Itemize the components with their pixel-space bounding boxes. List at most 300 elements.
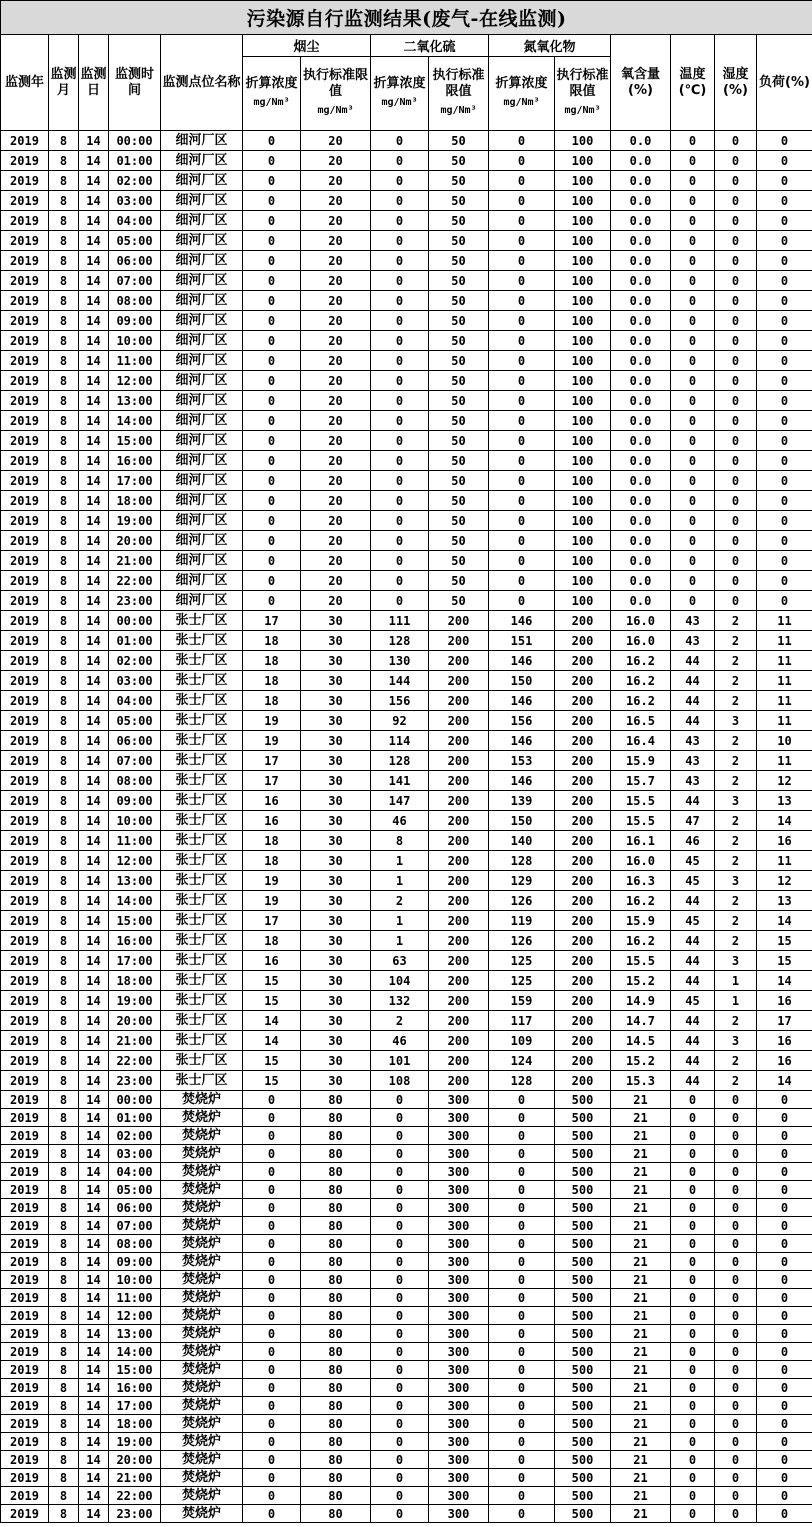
table-row bbox=[1, 1415, 812, 1433]
cell-temp: 0 bbox=[671, 211, 715, 231]
header-day: 监测日 bbox=[79, 35, 109, 131]
cell-load: 14 bbox=[757, 911, 812, 931]
cell-day: 14 bbox=[79, 571, 109, 591]
cell-year: 2019 bbox=[1, 551, 49, 571]
cell-month: 8 bbox=[49, 1163, 79, 1181]
cell-day: 14 bbox=[79, 171, 109, 191]
cell-o2: 0.0 bbox=[611, 591, 671, 611]
cell-dust-conc: 0 bbox=[243, 391, 301, 411]
cell-year: 2019 bbox=[1, 1379, 49, 1397]
cell-humidity: 2 bbox=[715, 731, 757, 751]
cell-nox-limit: 200 bbox=[555, 1051, 611, 1071]
cell-dust-conc: 0 bbox=[243, 311, 301, 331]
cell-humidity: 2 bbox=[715, 1071, 757, 1091]
cell-site: 细河厂区 bbox=[161, 371, 243, 391]
table-row bbox=[1, 1343, 812, 1361]
label: 执行标准限值 bbox=[302, 68, 368, 99]
cell-so2-conc: 101 bbox=[371, 1051, 429, 1071]
cell-day: 14 bbox=[79, 1145, 109, 1163]
cell-time: 13:00 bbox=[109, 871, 161, 891]
cell-nox-limit: 200 bbox=[555, 771, 611, 791]
cell-nox-limit: 100 bbox=[555, 171, 611, 191]
cell-nox-limit: 200 bbox=[555, 871, 611, 891]
cell-temp: 44 bbox=[671, 931, 715, 951]
cell-month: 8 bbox=[49, 271, 79, 291]
cell-so2-conc: 0 bbox=[371, 231, 429, 251]
cell-time: 08:00 bbox=[109, 291, 161, 311]
cell-load: 0 bbox=[757, 1343, 812, 1361]
cell-nox-limit: 100 bbox=[555, 331, 611, 351]
cell-humidity: 2 bbox=[715, 831, 757, 851]
cell-humidity: 3 bbox=[715, 1031, 757, 1051]
cell-dust-conc: 17 bbox=[243, 771, 301, 791]
table-row bbox=[1, 611, 812, 631]
cell-load: 16 bbox=[757, 991, 812, 1011]
cell-dust-limit: 80 bbox=[301, 1343, 371, 1361]
cell-temp: 0 bbox=[671, 1181, 715, 1199]
cell-month: 8 bbox=[49, 831, 79, 851]
cell-load: 11 bbox=[757, 631, 812, 651]
cell-o2: 16.3 bbox=[611, 871, 671, 891]
cell-so2-limit: 200 bbox=[429, 731, 489, 751]
cell-so2-limit: 50 bbox=[429, 191, 489, 211]
cell-month: 8 bbox=[49, 391, 79, 411]
cell-time: 04:00 bbox=[109, 1163, 161, 1181]
cell-month: 8 bbox=[49, 1415, 79, 1433]
cell-nox-conc: 0 bbox=[489, 451, 555, 471]
cell-time: 20:00 bbox=[109, 1451, 161, 1469]
cell-nox-conc: 0 bbox=[489, 1271, 555, 1289]
cell-nox-conc: 0 bbox=[489, 231, 555, 251]
cell-so2-limit: 200 bbox=[429, 911, 489, 931]
cell-dust-conc: 0 bbox=[243, 591, 301, 611]
cell-dust-conc: 0 bbox=[243, 371, 301, 391]
cell-dust-limit: 30 bbox=[301, 1031, 371, 1051]
cell-time: 05:00 bbox=[109, 711, 161, 731]
cell-dust-conc: 0 bbox=[243, 431, 301, 451]
cell-day: 14 bbox=[79, 1271, 109, 1289]
cell-dust-limit: 30 bbox=[301, 871, 371, 891]
cell-dust-conc: 18 bbox=[243, 691, 301, 711]
cell-month: 8 bbox=[49, 691, 79, 711]
cell-so2-conc: 46 bbox=[371, 1031, 429, 1051]
cell-so2-limit: 300 bbox=[429, 1199, 489, 1217]
cell-so2-conc: 0 bbox=[371, 1217, 429, 1235]
cell-nox-limit: 500 bbox=[555, 1145, 611, 1163]
cell-nox-conc: 0 bbox=[489, 1253, 555, 1271]
cell-dust-limit: 30 bbox=[301, 1011, 371, 1031]
cell-dust-limit: 30 bbox=[301, 751, 371, 771]
cell-temp: 0 bbox=[671, 311, 715, 331]
cell-humidity: 0 bbox=[715, 1397, 757, 1415]
cell-year: 2019 bbox=[1, 311, 49, 331]
cell-time: 08:00 bbox=[109, 771, 161, 791]
cell-year: 2019 bbox=[1, 1451, 49, 1469]
cell-month: 8 bbox=[49, 1325, 79, 1343]
cell-dust-limit: 20 bbox=[301, 371, 371, 391]
cell-temp: 43 bbox=[671, 751, 715, 771]
cell-site: 细河厂区 bbox=[161, 231, 243, 251]
cell-so2-conc: 130 bbox=[371, 651, 429, 671]
cell-site: 焚烧炉 bbox=[161, 1127, 243, 1145]
cell-year: 2019 bbox=[1, 1343, 49, 1361]
table-row bbox=[1, 471, 812, 491]
cell-month: 8 bbox=[49, 1361, 79, 1379]
cell-month: 8 bbox=[49, 1199, 79, 1217]
cell-day: 14 bbox=[79, 1011, 109, 1031]
table-row bbox=[1, 431, 812, 451]
cell-year: 2019 bbox=[1, 1051, 49, 1071]
table-row bbox=[1, 811, 812, 831]
cell-temp: 47 bbox=[671, 811, 715, 831]
cell-dust-conc: 0 bbox=[243, 211, 301, 231]
cell-nox-limit: 500 bbox=[555, 1289, 611, 1307]
cell-nox-conc: 0 bbox=[489, 1163, 555, 1181]
cell-o2: 15.5 bbox=[611, 811, 671, 831]
cell-o2: 21 bbox=[611, 1325, 671, 1343]
cell-load: 0 bbox=[757, 331, 812, 351]
cell-nox-conc: 0 bbox=[489, 211, 555, 231]
cell-so2-conc: 0 bbox=[371, 1487, 429, 1505]
cell-site: 张士厂区 bbox=[161, 671, 243, 691]
cell-dust-limit: 20 bbox=[301, 311, 371, 331]
cell-so2-conc: 0 bbox=[371, 1451, 429, 1469]
cell-day: 14 bbox=[79, 1109, 109, 1127]
cell-humidity: 0 bbox=[715, 1181, 757, 1199]
cell-o2: 21 bbox=[611, 1145, 671, 1163]
cell-day: 14 bbox=[79, 1235, 109, 1253]
cell-humidity: 0 bbox=[715, 571, 757, 591]
cell-so2-limit: 200 bbox=[429, 1031, 489, 1051]
cell-nox-limit: 500 bbox=[555, 1433, 611, 1451]
cell-site: 张士厂区 bbox=[161, 751, 243, 771]
cell-nox-limit: 100 bbox=[555, 531, 611, 551]
cell-temp: 0 bbox=[671, 351, 715, 371]
cell-site: 细河厂区 bbox=[161, 411, 243, 431]
cell-nox-conc: 124 bbox=[489, 1051, 555, 1071]
cell-site: 张士厂区 bbox=[161, 1051, 243, 1071]
cell-o2: 0.0 bbox=[611, 551, 671, 571]
cell-humidity: 0 bbox=[715, 1217, 757, 1235]
cell-dust-conc: 0 bbox=[243, 131, 301, 151]
cell-temp: 0 bbox=[671, 1235, 715, 1253]
cell-temp: 0 bbox=[671, 431, 715, 451]
cell-nox-conc: 0 bbox=[489, 591, 555, 611]
cell-day: 14 bbox=[79, 411, 109, 431]
cell-nox-limit: 200 bbox=[555, 651, 611, 671]
cell-so2-conc: 0 bbox=[371, 1181, 429, 1199]
cell-dust-conc: 16 bbox=[243, 811, 301, 831]
cell-year: 2019 bbox=[1, 1031, 49, 1051]
cell-temp: 45 bbox=[671, 871, 715, 891]
cell-nox-limit: 200 bbox=[555, 1031, 611, 1051]
cell-site: 张士厂区 bbox=[161, 811, 243, 831]
cell-so2-limit: 200 bbox=[429, 1011, 489, 1031]
cell-dust-limit: 20 bbox=[301, 351, 371, 371]
cell-nox-conc: 0 bbox=[489, 1109, 555, 1127]
cell-nox-limit: 100 bbox=[555, 551, 611, 571]
cell-temp: 44 bbox=[671, 1051, 715, 1071]
cell-dust-conc: 18 bbox=[243, 671, 301, 691]
cell-nox-limit: 200 bbox=[555, 831, 611, 851]
table-row bbox=[1, 1217, 812, 1235]
cell-temp: 44 bbox=[671, 1011, 715, 1031]
cell-month: 8 bbox=[49, 1271, 79, 1289]
cell-so2-limit: 50 bbox=[429, 291, 489, 311]
cell-year: 2019 bbox=[1, 391, 49, 411]
cell-dust-conc: 0 bbox=[243, 1181, 301, 1199]
cell-day: 14 bbox=[79, 391, 109, 411]
cell-humidity: 0 bbox=[715, 371, 757, 391]
cell-humidity: 0 bbox=[715, 1433, 757, 1451]
cell-so2-limit: 300 bbox=[429, 1271, 489, 1289]
cell-o2: 15.9 bbox=[611, 911, 671, 931]
header-nox-conc bbox=[489, 57, 555, 131]
cell-dust-conc: 15 bbox=[243, 1071, 301, 1091]
cell-year: 2019 bbox=[1, 731, 49, 751]
cell-humidity: 2 bbox=[715, 611, 757, 631]
cell-dust-limit: 20 bbox=[301, 431, 371, 451]
cell-humidity: 3 bbox=[715, 951, 757, 971]
cell-time: 23:00 bbox=[109, 1505, 161, 1523]
cell-load: 0 bbox=[757, 1199, 812, 1217]
table-row bbox=[1, 1163, 812, 1181]
cell-time: 03:00 bbox=[109, 1145, 161, 1163]
cell-nox-conc: 0 bbox=[489, 191, 555, 211]
cell-month: 8 bbox=[49, 1505, 79, 1523]
cell-o2: 0.0 bbox=[611, 511, 671, 531]
cell-o2: 0.0 bbox=[611, 471, 671, 491]
cell-dust-limit: 30 bbox=[301, 851, 371, 871]
table-row bbox=[1, 511, 812, 531]
cell-day: 14 bbox=[79, 1379, 109, 1397]
cell-site: 细河厂区 bbox=[161, 511, 243, 531]
cell-month: 8 bbox=[49, 951, 79, 971]
cell-year: 2019 bbox=[1, 211, 49, 231]
cell-time: 13:00 bbox=[109, 391, 161, 411]
cell-temp: 0 bbox=[671, 531, 715, 551]
cell-dust-limit: 30 bbox=[301, 611, 371, 631]
cell-load: 0 bbox=[757, 1397, 812, 1415]
cell-day: 14 bbox=[79, 751, 109, 771]
cell-site: 焚烧炉 bbox=[161, 1199, 243, 1217]
cell-dust-limit: 80 bbox=[301, 1451, 371, 1469]
cell-dust-limit: 80 bbox=[301, 1325, 371, 1343]
cell-dust-limit: 80 bbox=[301, 1397, 371, 1415]
cell-o2: 0.0 bbox=[611, 391, 671, 411]
cell-site: 焚烧炉 bbox=[161, 1469, 243, 1487]
cell-dust-conc: 0 bbox=[243, 511, 301, 531]
table-row bbox=[1, 1505, 812, 1523]
cell-month: 8 bbox=[49, 911, 79, 931]
cell-site: 张士厂区 bbox=[161, 1031, 243, 1051]
cell-year: 2019 bbox=[1, 1289, 49, 1307]
cell-dust-limit: 20 bbox=[301, 271, 371, 291]
cell-so2-limit: 50 bbox=[429, 271, 489, 291]
cell-so2-conc: 0 bbox=[371, 311, 429, 331]
cell-day: 14 bbox=[79, 831, 109, 851]
cell-temp: 0 bbox=[671, 151, 715, 171]
cell-nox-conc: 0 bbox=[489, 1307, 555, 1325]
cell-nox-conc: 0 bbox=[489, 251, 555, 271]
cell-humidity: 2 bbox=[715, 671, 757, 691]
cell-day: 14 bbox=[79, 251, 109, 271]
cell-day: 14 bbox=[79, 1217, 109, 1235]
cell-nox-limit: 500 bbox=[555, 1163, 611, 1181]
cell-day: 14 bbox=[79, 1091, 109, 1109]
cell-year: 2019 bbox=[1, 991, 49, 1011]
cell-time: 01:00 bbox=[109, 1109, 161, 1127]
cell-nox-limit: 100 bbox=[555, 511, 611, 531]
cell-dust-conc: 14 bbox=[243, 1031, 301, 1051]
cell-so2-conc: 0 bbox=[371, 1109, 429, 1127]
cell-temp: 0 bbox=[671, 1163, 715, 1181]
cell-so2-limit: 300 bbox=[429, 1217, 489, 1235]
cell-o2: 21 bbox=[611, 1235, 671, 1253]
cell-load: 0 bbox=[757, 291, 812, 311]
cell-so2-conc: 0 bbox=[371, 1397, 429, 1415]
cell-humidity: 1 bbox=[715, 991, 757, 1011]
cell-nox-limit: 200 bbox=[555, 851, 611, 871]
cell-temp: 43 bbox=[671, 771, 715, 791]
cell-o2: 16.0 bbox=[611, 611, 671, 631]
cell-load: 0 bbox=[757, 1289, 812, 1307]
cell-so2-conc: 0 bbox=[371, 1271, 429, 1289]
cell-so2-conc: 0 bbox=[371, 491, 429, 511]
cell-humidity: 0 bbox=[715, 1469, 757, 1487]
cell-humidity: 0 bbox=[715, 311, 757, 331]
cell-dust-conc: 0 bbox=[243, 1289, 301, 1307]
table-row bbox=[1, 231, 812, 251]
cell-so2-limit: 50 bbox=[429, 171, 489, 191]
table-row bbox=[1, 651, 812, 671]
cell-nox-limit: 500 bbox=[555, 1271, 611, 1289]
table-row bbox=[1, 351, 812, 371]
cell-dust-limit: 30 bbox=[301, 951, 371, 971]
cell-load: 14 bbox=[757, 1071, 812, 1091]
cell-so2-limit: 300 bbox=[429, 1253, 489, 1271]
cell-nox-limit: 500 bbox=[555, 1199, 611, 1217]
cell-humidity: 2 bbox=[715, 891, 757, 911]
cell-nox-limit: 200 bbox=[555, 671, 611, 691]
cell-nox-conc: 0 bbox=[489, 491, 555, 511]
cell-so2-limit: 200 bbox=[429, 1051, 489, 1071]
cell-load: 0 bbox=[757, 451, 812, 471]
cell-o2: 0.0 bbox=[611, 371, 671, 391]
table-row bbox=[1, 191, 812, 211]
cell-dust-limit: 20 bbox=[301, 331, 371, 351]
cell-dust-limit: 30 bbox=[301, 1051, 371, 1071]
cell-dust-conc: 18 bbox=[243, 931, 301, 951]
cell-o2: 21 bbox=[611, 1451, 671, 1469]
cell-day: 14 bbox=[79, 1361, 109, 1379]
cell-day: 14 bbox=[79, 671, 109, 691]
header-o2: 氧含量(%) bbox=[611, 35, 671, 131]
cell-day: 14 bbox=[79, 971, 109, 991]
cell-dust-conc: 0 bbox=[243, 1271, 301, 1289]
cell-nox-limit: 200 bbox=[555, 991, 611, 1011]
cell-year: 2019 bbox=[1, 1163, 49, 1181]
cell-temp: 44 bbox=[671, 1031, 715, 1051]
cell-dust-limit: 20 bbox=[301, 171, 371, 191]
cell-dust-conc: 0 bbox=[243, 1451, 301, 1469]
cell-so2-limit: 300 bbox=[429, 1415, 489, 1433]
cell-temp: 0 bbox=[671, 271, 715, 291]
cell-so2-conc: 0 bbox=[371, 331, 429, 351]
cell-so2-limit: 300 bbox=[429, 1379, 489, 1397]
cell-nox-limit: 100 bbox=[555, 311, 611, 331]
cell-so2-limit: 300 bbox=[429, 1109, 489, 1127]
cell-year: 2019 bbox=[1, 831, 49, 851]
cell-time: 04:00 bbox=[109, 211, 161, 231]
cell-time: 02:00 bbox=[109, 651, 161, 671]
cell-so2-conc: 0 bbox=[371, 291, 429, 311]
cell-o2: 21 bbox=[611, 1433, 671, 1451]
cell-month: 8 bbox=[49, 991, 79, 1011]
cell-dust-limit: 20 bbox=[301, 231, 371, 251]
cell-nox-limit: 500 bbox=[555, 1181, 611, 1199]
cell-humidity: 2 bbox=[715, 851, 757, 871]
cell-time: 03:00 bbox=[109, 671, 161, 691]
cell-temp: 0 bbox=[671, 511, 715, 531]
cell-time: 21:00 bbox=[109, 1031, 161, 1051]
cell-day: 14 bbox=[79, 1343, 109, 1361]
table-row bbox=[1, 1253, 812, 1271]
cell-month: 8 bbox=[49, 1031, 79, 1051]
cell-year: 2019 bbox=[1, 1091, 49, 1109]
cell-so2-limit: 200 bbox=[429, 691, 489, 711]
cell-nox-limit: 100 bbox=[555, 251, 611, 271]
cell-month: 8 bbox=[49, 671, 79, 691]
cell-month: 8 bbox=[49, 551, 79, 571]
cell-day: 14 bbox=[79, 631, 109, 651]
table-row bbox=[1, 1361, 812, 1379]
cell-dust-conc: 0 bbox=[243, 491, 301, 511]
cell-nox-conc: 0 bbox=[489, 531, 555, 551]
cell-load: 0 bbox=[757, 1163, 812, 1181]
cell-nox-limit: 500 bbox=[555, 1343, 611, 1361]
cell-load: 0 bbox=[757, 571, 812, 591]
cell-site: 焚烧炉 bbox=[161, 1181, 243, 1199]
cell-nox-conc: 0 bbox=[489, 1397, 555, 1415]
cell-month: 8 bbox=[49, 1127, 79, 1145]
cell-nox-conc: 146 bbox=[489, 731, 555, 751]
cell-so2-conc: 0 bbox=[371, 1127, 429, 1145]
cell-load: 0 bbox=[757, 271, 812, 291]
cell-humidity: 2 bbox=[715, 811, 757, 831]
cell-so2-conc: 128 bbox=[371, 631, 429, 651]
cell-dust-conc: 0 bbox=[243, 1145, 301, 1163]
cell-so2-limit: 200 bbox=[429, 831, 489, 851]
cell-dust-limit: 30 bbox=[301, 631, 371, 651]
cell-so2-limit: 200 bbox=[429, 791, 489, 811]
cell-dust-limit: 30 bbox=[301, 831, 371, 851]
cell-dust-limit: 20 bbox=[301, 391, 371, 411]
cell-time: 06:00 bbox=[109, 731, 161, 751]
cell-dust-limit: 30 bbox=[301, 711, 371, 731]
table-row bbox=[1, 1091, 812, 1109]
cell-nox-limit: 200 bbox=[555, 1071, 611, 1091]
table-row bbox=[1, 551, 812, 571]
cell-site: 张士厂区 bbox=[161, 871, 243, 891]
cell-dust-limit: 30 bbox=[301, 791, 371, 811]
cell-dust-limit: 20 bbox=[301, 551, 371, 571]
cell-o2: 21 bbox=[611, 1469, 671, 1487]
cell-o2: 16.1 bbox=[611, 831, 671, 851]
cell-humidity: 0 bbox=[715, 1325, 757, 1343]
cell-time: 23:00 bbox=[109, 1071, 161, 1091]
cell-nox-conc: 139 bbox=[489, 791, 555, 811]
